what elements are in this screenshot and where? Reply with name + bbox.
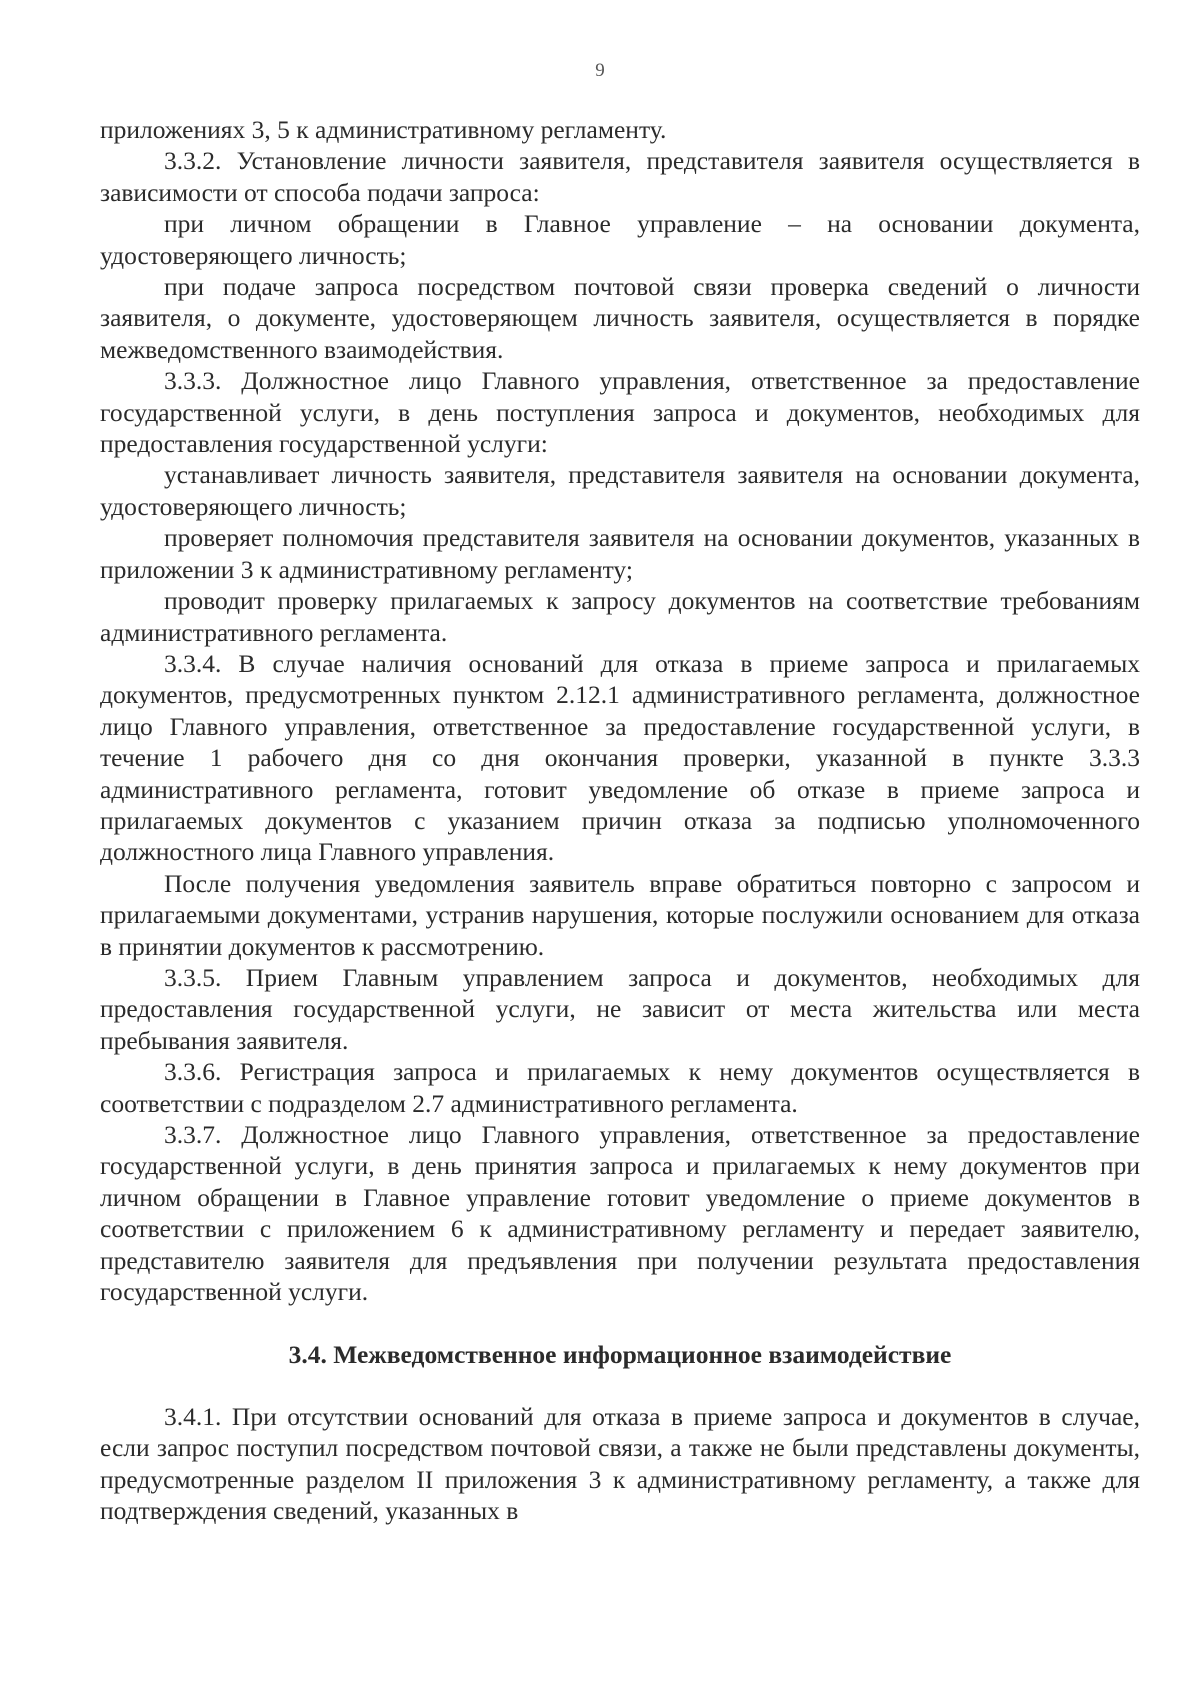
paragraph: 3.3.4. В случае наличия оснований для отказа в приеме запроса и прилагаемых документов, предусмотренных пунктом 2.12.1 административного регламента, должностное лицо Главного управления, ответственное за предоставление государственной услуги, в течение 1 рабочего дня со дня окончания проверки, указанной в пункте 3.3.3 административного регламента, готовит уведомление об отказе в приеме запроса и прилагаемых документов с указанием причин отказа за подписью уполномоченного должностного лица Главного управления. <box>100 648 1140 867</box>
paragraphs-before-heading <box>100 114 1140 1307</box>
document-body <box>100 114 1140 1526</box>
paragraphs-after-heading <box>100 1401 1140 1527</box>
section-heading: 3.4. Межведомственное информационное взаимодействие <box>288 1340 952 1370</box>
paragraph: устанавливает личность заявителя, представителя заявителя на основании документа, удостоверяющего личность; <box>100 460 1140 521</box>
paragraph: 3.3.2. Установление личности заявителя, представителя заявителя осуществляется в зависимости от способа подачи запроса: <box>100 146 1140 207</box>
paragraph: 3.3.3. Должностное лицо Главного управления, ответственное за предоставление государственной услуги, в день поступления запроса и документов, необходимых для предоставления государственной услуги: <box>100 366 1140 459</box>
paragraph: при личном обращении в Главное управление – на основании документа, удостоверяющего личность; <box>100 209 1140 270</box>
paragraph: при подаче запроса посредством почтовой связи проверка сведений о личности заявителя, о документе, удостоверяющем личность заявителя, осуществляется в порядке межведомственного взаимодействия. <box>100 272 1140 364</box>
paragraph: После получения уведомления заявитель вправе обратиться повторно с запросом и прилагаемыми документами, устранив нарушения, которые послужили основанием для отказа в принятии документов к рассмотрению. <box>100 868 1140 961</box>
paragraph: 3.3.5. Прием Главным управлением запроса и документов, необходимых для предоставления государственной услуги, не зависит от места жительства или места пребывания заявителя. <box>100 962 1140 1055</box>
paragraph: проводит проверку прилагаемых к запросу документов на соответствие требованиям административного регламента. <box>100 586 1140 647</box>
paragraph: 3.3.6. Регистрация запроса и прилагаемых к нему документов осуществляется в соответствии с подразделом 2.7 административного регламента. <box>100 1057 1140 1118</box>
paragraph: проверяет полномочия представителя заявителя на основании документов, указанных в приложении 3 к административному регламенту; <box>100 523 1140 584</box>
page-number: 9 <box>595 60 605 81</box>
paragraph: приложениях 3, 5 к административному регламенту. <box>100 115 667 144</box>
paragraph: 3.3.7. Должностное лицо Главного управления, ответственное за предоставление государственной услуги, в день принятия запроса и прилагаемых к нему документов при личном обращении в Главное управление готовит уведомление о приеме документов в соответствии с приложением 6 к административному регламенту и передает заявителю, представителю заявителя для предъявления при получении результата предоставления государственной услуги. <box>100 1120 1140 1307</box>
paragraph: 3.4.1. При отсутствии оснований для отказа в приеме запроса и документов в случае, если запрос поступил посредством почтовой связи, а также не были представлены документы, предусмотренные разделом II приложения 3 к административному регламенту, а также для подтверждения сведений, указанных в <box>100 1401 1140 1526</box>
